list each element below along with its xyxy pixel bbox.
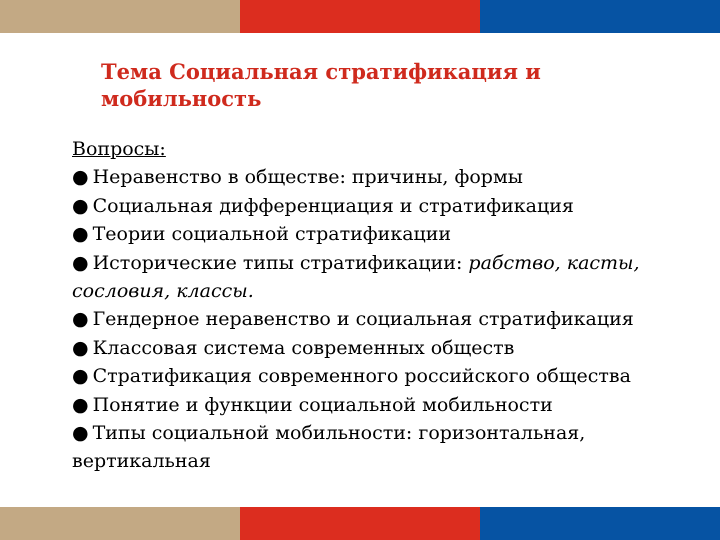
list-item bbox=[72, 163, 712, 191]
list-item-text: Классовая система современных обществ bbox=[92, 336, 515, 359]
questions-block bbox=[72, 135, 712, 476]
list-item bbox=[72, 391, 712, 419]
bullet-icon: ● bbox=[72, 251, 89, 274]
top-bar-red-segment bbox=[240, 0, 480, 33]
list-item bbox=[72, 220, 712, 248]
list-item-text: Теории социальной стратификации bbox=[92, 223, 452, 246]
list-item bbox=[72, 419, 712, 476]
top-bar-blue-segment bbox=[480, 0, 720, 33]
list-item bbox=[72, 334, 712, 362]
bullet-icon: ● bbox=[72, 166, 89, 189]
list-item-text: Неравенство в обществе: причины, формы bbox=[92, 166, 523, 189]
list-item-text: Социальная дифференциация и стратификация bbox=[92, 194, 574, 217]
slide-title: Тема Социальная стратификация и мобильность bbox=[101, 59, 541, 111]
list-item-italic-text: рабство, касты, сословия, классы. bbox=[72, 251, 640, 303]
list-item-text: Типы социальной мобильности: горизонтальная, вертикальная bbox=[72, 422, 586, 473]
list-item bbox=[72, 192, 712, 220]
bullet-icon: ● bbox=[72, 365, 89, 388]
bullet-icon: ● bbox=[72, 393, 89, 416]
bottom-bar-red-segment bbox=[240, 507, 480, 540]
list-item bbox=[72, 305, 712, 333]
bullet-icon: ● bbox=[72, 336, 89, 359]
bullet-icon: ● bbox=[72, 194, 89, 217]
list-item-text: Понятие и функции социальной мобильности bbox=[92, 393, 553, 416]
bullet-icon: ● bbox=[72, 422, 89, 445]
top-bar-tan-segment bbox=[0, 0, 240, 33]
questions-list bbox=[72, 163, 712, 475]
list-item-text: Гендерное неравенство и социальная стратификация bbox=[92, 308, 634, 331]
list-item-text: Исторические типы стратификации: bbox=[92, 251, 469, 274]
list-item-text: Стратификация современного российского общества bbox=[92, 365, 631, 388]
bottom-bar-tan-segment bbox=[0, 507, 240, 540]
list-item bbox=[72, 362, 712, 390]
bottom-color-bar bbox=[0, 507, 720, 540]
bullet-icon: ● bbox=[72, 308, 89, 331]
bullet-icon: ● bbox=[72, 223, 89, 246]
top-color-bar bbox=[0, 0, 720, 33]
bottom-bar-blue-segment bbox=[480, 507, 720, 540]
list-item bbox=[72, 249, 712, 306]
questions-label: Вопросы: bbox=[72, 138, 166, 160]
